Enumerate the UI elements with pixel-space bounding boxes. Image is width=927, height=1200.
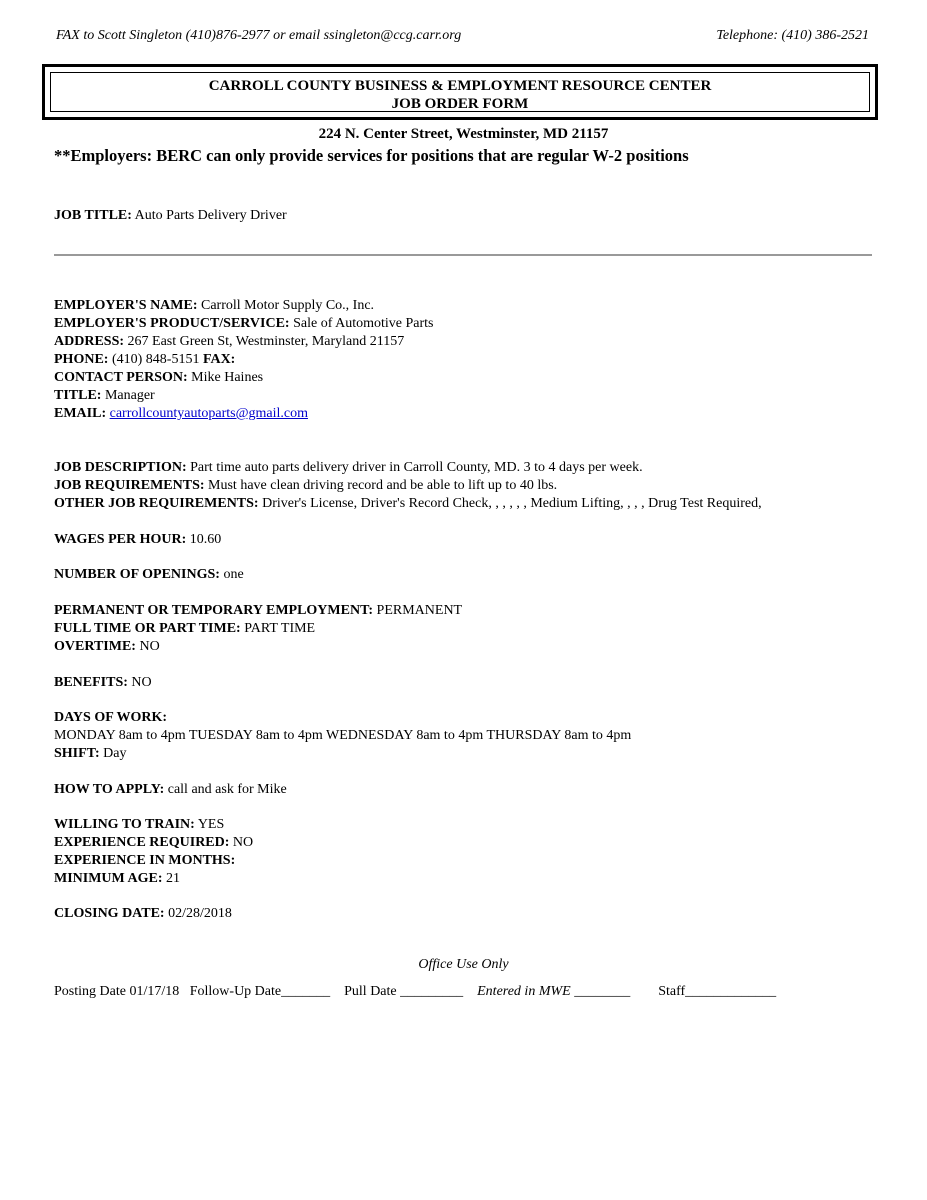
- willing-to-train-value: YES: [197, 817, 225, 832]
- full-time-value: PART TIME: [244, 621, 316, 636]
- form-title-box: [42, 64, 878, 120]
- openings-value: one: [223, 567, 244, 582]
- how-to-apply-label: HOW TO APPLY:: [54, 782, 165, 797]
- full-time-field: [54, 621, 315, 637]
- overtime-field: [54, 639, 160, 655]
- job-description-field: [54, 460, 643, 476]
- employer-address-value: 267 East Green St, Westminster, Maryland 21157: [127, 334, 405, 349]
- wages-field: [54, 532, 221, 548]
- job-requirements-field: [54, 478, 557, 494]
- contact-title-field: [54, 388, 155, 404]
- employer-phone-field: [54, 352, 235, 368]
- closing-date-value: 02/28/2018: [168, 906, 232, 921]
- other-requirements-label: OTHER JOB REQUIREMENTS:: [54, 496, 259, 511]
- employer-notice: **Employers: BERC can only provide services for positions that are regular W-2 positions: [54, 146, 689, 165]
- shift-value: Day: [103, 746, 127, 761]
- contact-person-field: [54, 370, 263, 386]
- permanent-field: [54, 603, 462, 619]
- employer-product-field: [54, 316, 433, 332]
- employer-name-field: [54, 298, 374, 314]
- form-title-line2: JOB ORDER FORM: [391, 96, 529, 112]
- contact-person-value: Mike Haines: [191, 370, 264, 385]
- employer-address-label: ADDRESS:: [54, 334, 125, 349]
- benefits-value: NO: [131, 675, 152, 690]
- employer-phone-value: (410) 848-5151: [111, 352, 200, 367]
- contact-person-label: CONTACT PERSON:: [54, 370, 188, 385]
- experience-months-label: EXPERIENCE IN MONTHS:: [54, 853, 236, 868]
- job-description-value: Part time auto parts delivery driver in Carroll County, MD. 3 to 4 days per week.: [190, 460, 643, 475]
- permanent-value: PERMANENT: [376, 603, 463, 618]
- pull-date: Pull Date _________: [344, 984, 464, 999]
- benefits-label: BENEFITS:: [54, 675, 128, 690]
- closing-date-field: [54, 906, 232, 922]
- employer-name-value: Carroll Motor Supply Co., Inc.: [201, 298, 375, 313]
- fax-instruction: FAX to Scott Singleton (410)876-2977 or email ssingleton@ccg.carr.org: [56, 28, 462, 43]
- shift-field: [54, 746, 126, 762]
- experience-required-value: NO: [232, 835, 254, 850]
- overtime-label: OVERTIME:: [54, 639, 136, 654]
- closing-date-label: CLOSING DATE:: [54, 906, 165, 921]
- email-field: [54, 406, 308, 422]
- willing-to-train-label: WILLING TO TRAIN:: [54, 817, 195, 832]
- job-title-value: Auto Parts Delivery Driver: [134, 208, 287, 223]
- contact-title-value: Manager: [104, 388, 155, 403]
- willing-to-train-field: [54, 817, 224, 833]
- experience-months-field: [54, 853, 235, 869]
- form-title-line1: CARROLL COUNTY BUSINESS & EMPLOYMENT RESOURCE CENTER: [208, 78, 712, 94]
- email-label: EMAIL:: [54, 406, 107, 421]
- wages-value: 10.60: [189, 532, 222, 547]
- how-to-apply-field: [54, 782, 287, 798]
- center-address: 224 N. Center Street, Westminster, MD 21157: [318, 126, 609, 142]
- follow-up-date: Follow-Up Date_______: [189, 984, 331, 999]
- job-requirements-label: JOB REQUIREMENTS:: [54, 478, 205, 493]
- wages-label: WAGES PER HOUR:: [54, 532, 187, 547]
- days-of-work-value: MONDAY 8am to 4pm TUESDAY 8am to 4pm WEDNESDAY 8am to 4pm THURSDAY 8am to 4pm: [54, 728, 632, 743]
- other-requirements-field: [54, 496, 762, 512]
- employer-product-value: Sale of Automotive Parts: [293, 316, 434, 331]
- permanent-label: PERMANENT OR TEMPORARY EMPLOYMENT:: [54, 603, 374, 618]
- days-of-work-label-row: [54, 710, 167, 726]
- email-link[interactable]: carrollcountyautoparts@gmail.com: [109, 406, 308, 421]
- minimum-age-field: [54, 871, 180, 887]
- contact-title-label: TITLE:: [54, 388, 102, 403]
- minimum-age-value: 21: [166, 871, 180, 886]
- job-title-field: [54, 208, 287, 224]
- staff-field: Staff_____________: [658, 984, 777, 999]
- employer-phone-label: PHONE:: [54, 352, 109, 367]
- experience-required-field: [54, 835, 253, 851]
- job-description-label: JOB DESCRIPTION:: [54, 460, 187, 475]
- job-requirements-value: Must have clean driving record and be able to lift up to 40 lbs.: [208, 478, 558, 493]
- other-requirements-value: Driver's License, Driver's Record Check, , , , , , Medium Lifting, , , , Drug Test Required,: [262, 496, 762, 511]
- entered-in-mwe: Entered in MWE ________: [477, 984, 631, 999]
- office-use-heading: Office Use Only: [418, 957, 509, 972]
- employer-fax-label: FAX:: [202, 352, 236, 367]
- posting-date: Posting Date 01/17/18: [54, 984, 180, 999]
- shift-label: SHIFT:: [54, 746, 100, 761]
- openings-label: NUMBER OF OPENINGS:: [54, 567, 220, 582]
- full-time-label: FULL TIME OR PART TIME:: [54, 621, 241, 636]
- overtime-value: NO: [139, 639, 160, 654]
- experience-required-label: EXPERIENCE REQUIRED:: [54, 835, 230, 850]
- employer-product-label: EMPLOYER'S PRODUCT/SERVICE:: [54, 316, 290, 331]
- employer-address-field: [54, 334, 404, 350]
- employer-name-label: EMPLOYER'S NAME:: [54, 298, 198, 313]
- job-title-label: JOB TITLE:: [54, 208, 132, 223]
- minimum-age-label: MINIMUM AGE:: [54, 871, 163, 886]
- telephone-line: Telephone: (410) 386-2521: [716, 28, 869, 43]
- office-use-row: [54, 984, 776, 1000]
- openings-field: [54, 567, 244, 583]
- benefits-field: [54, 675, 152, 691]
- form-title-inner: [50, 72, 870, 112]
- days-of-work-label: DAYS OF WORK:: [54, 710, 168, 725]
- section-divider: [54, 254, 872, 256]
- how-to-apply-value: call and ask for Mike: [167, 782, 287, 797]
